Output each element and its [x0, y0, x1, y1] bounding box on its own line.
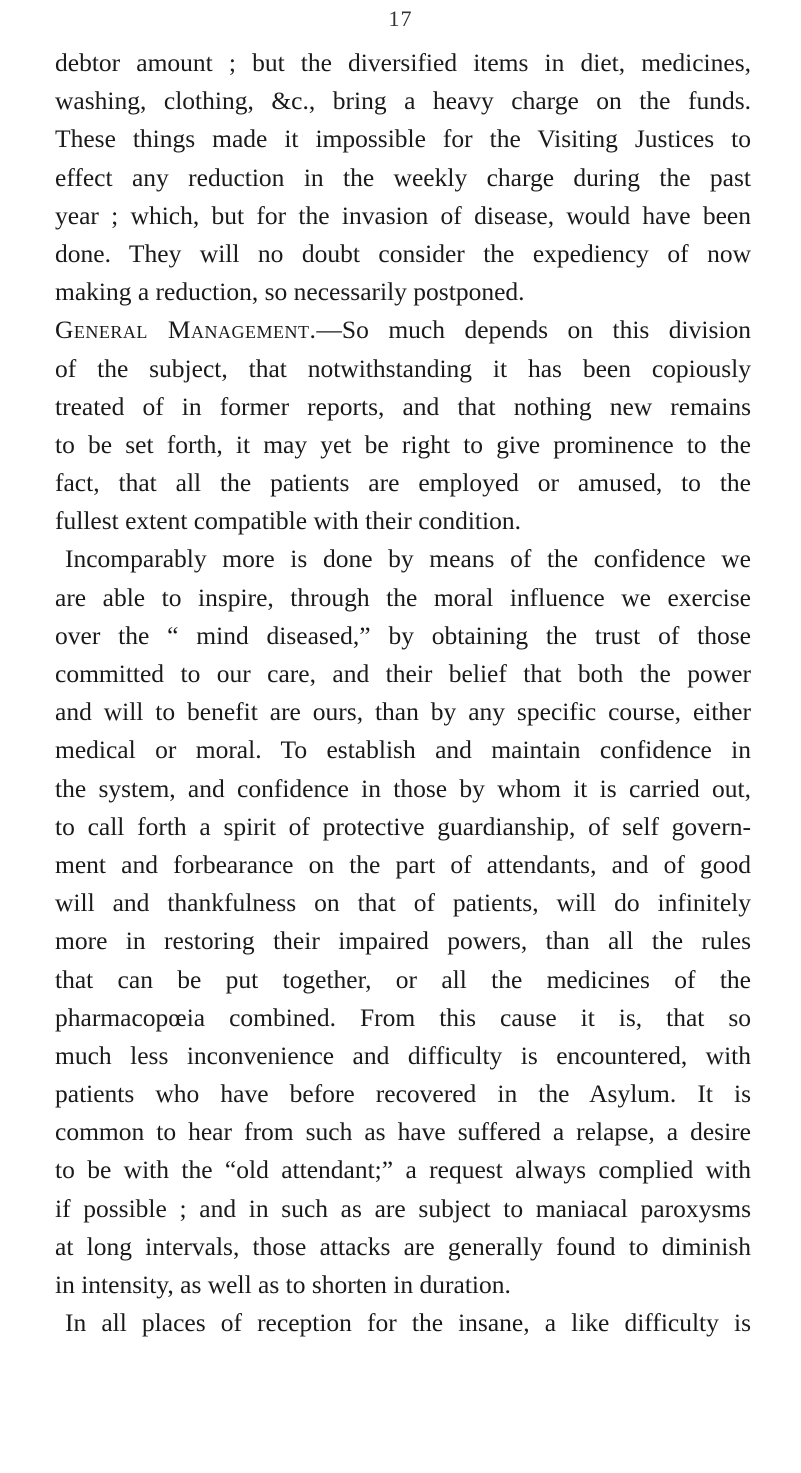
text-line: debtor amount ; but the diversified items in diet, medicines, — [55, 48, 751, 77]
text-line: much less inconvenience and difficulty is encountered, with — [55, 1040, 751, 1070]
text-line: medical or moral. To establish and maintain confidence in — [55, 735, 751, 765]
text-line: patients who have before recovered in the Asylum. It is — [55, 1079, 751, 1109]
text-line: the system, and confidence in those by whom it is carried out, — [55, 773, 751, 803]
text-line: if possible ; and in such as are subject to maniacal paroxysms — [55, 1193, 751, 1223]
section-heading: General Management. — [55, 315, 317, 345]
text-line: at long intervals, those attacks are generally found to diminish — [55, 1231, 751, 1261]
text-line: year ; which, but for the invasion of disease, would have been — [55, 200, 751, 230]
text-line: that can be put together, or all the medicines of the — [55, 964, 751, 994]
text-line: of the subject, that notwithstanding it has been copiously — [55, 353, 751, 383]
text-line: treated of in former reports, and that nothing new remains — [55, 391, 751, 421]
text-line: over the “ mind diseased,” by obtaining the trust of those — [55, 620, 751, 650]
text-line: Incomparably more is done by means of the confidence we — [65, 544, 751, 574]
text-line: and will to benefit are ours, than by any specific course, either — [55, 697, 751, 727]
text-line: done. They will no doubt consider the expediency of now — [55, 238, 751, 268]
text-line: common to hear from such as have suffered a relapse, a desire — [55, 1117, 751, 1147]
text-line: making a reduction, so necessarily postponed. — [55, 277, 525, 307]
text-fragment: —So much depends on this division — [316, 315, 751, 345]
text-line: to call forth a spirit of protective guardianship, of self govern- — [55, 811, 751, 841]
text-line: to be with the “old attendant;” a request always complied with — [55, 1155, 751, 1185]
text-line: ment and forbearance on the part of attendants, and of good — [55, 849, 751, 879]
text-line: fullest extent compatible with their condition. — [55, 506, 521, 536]
text-line: washing, clothing, &c., bring a heavy charge on the funds. — [55, 86, 751, 116]
text-line: fact, that all the patients are employed or amused, to the — [55, 468, 751, 498]
text-line: are able to inspire, through the moral influence we exercise — [55, 582, 751, 612]
text-line: These things made it impossible for the Visiting Justices to — [55, 124, 751, 154]
text-line: to be set forth, it may yet be right to give prominence to the — [55, 429, 751, 459]
text-line: more in restoring their impaired powers, than all the rules — [55, 926, 751, 956]
text-line: committed to our care, and their belief that both the power — [55, 659, 751, 688]
text-line: effect any reduction in the weekly charge during the past — [55, 162, 751, 192]
text-line: will and thankfulness on that of patients, will do infinitely — [55, 888, 751, 918]
text-line: In all places of reception for the insane, a like difficulty is — [65, 1308, 751, 1338]
text-line: pharmacopœia combined. From this cause it is, that so — [55, 1002, 751, 1032]
text-line: in intensity, as well as to shorten in duration. — [55, 1270, 511, 1299]
page-number: 17 — [388, 6, 413, 31]
section-heading-line — [55, 311, 751, 349]
body-text — [55, 44, 751, 1342]
